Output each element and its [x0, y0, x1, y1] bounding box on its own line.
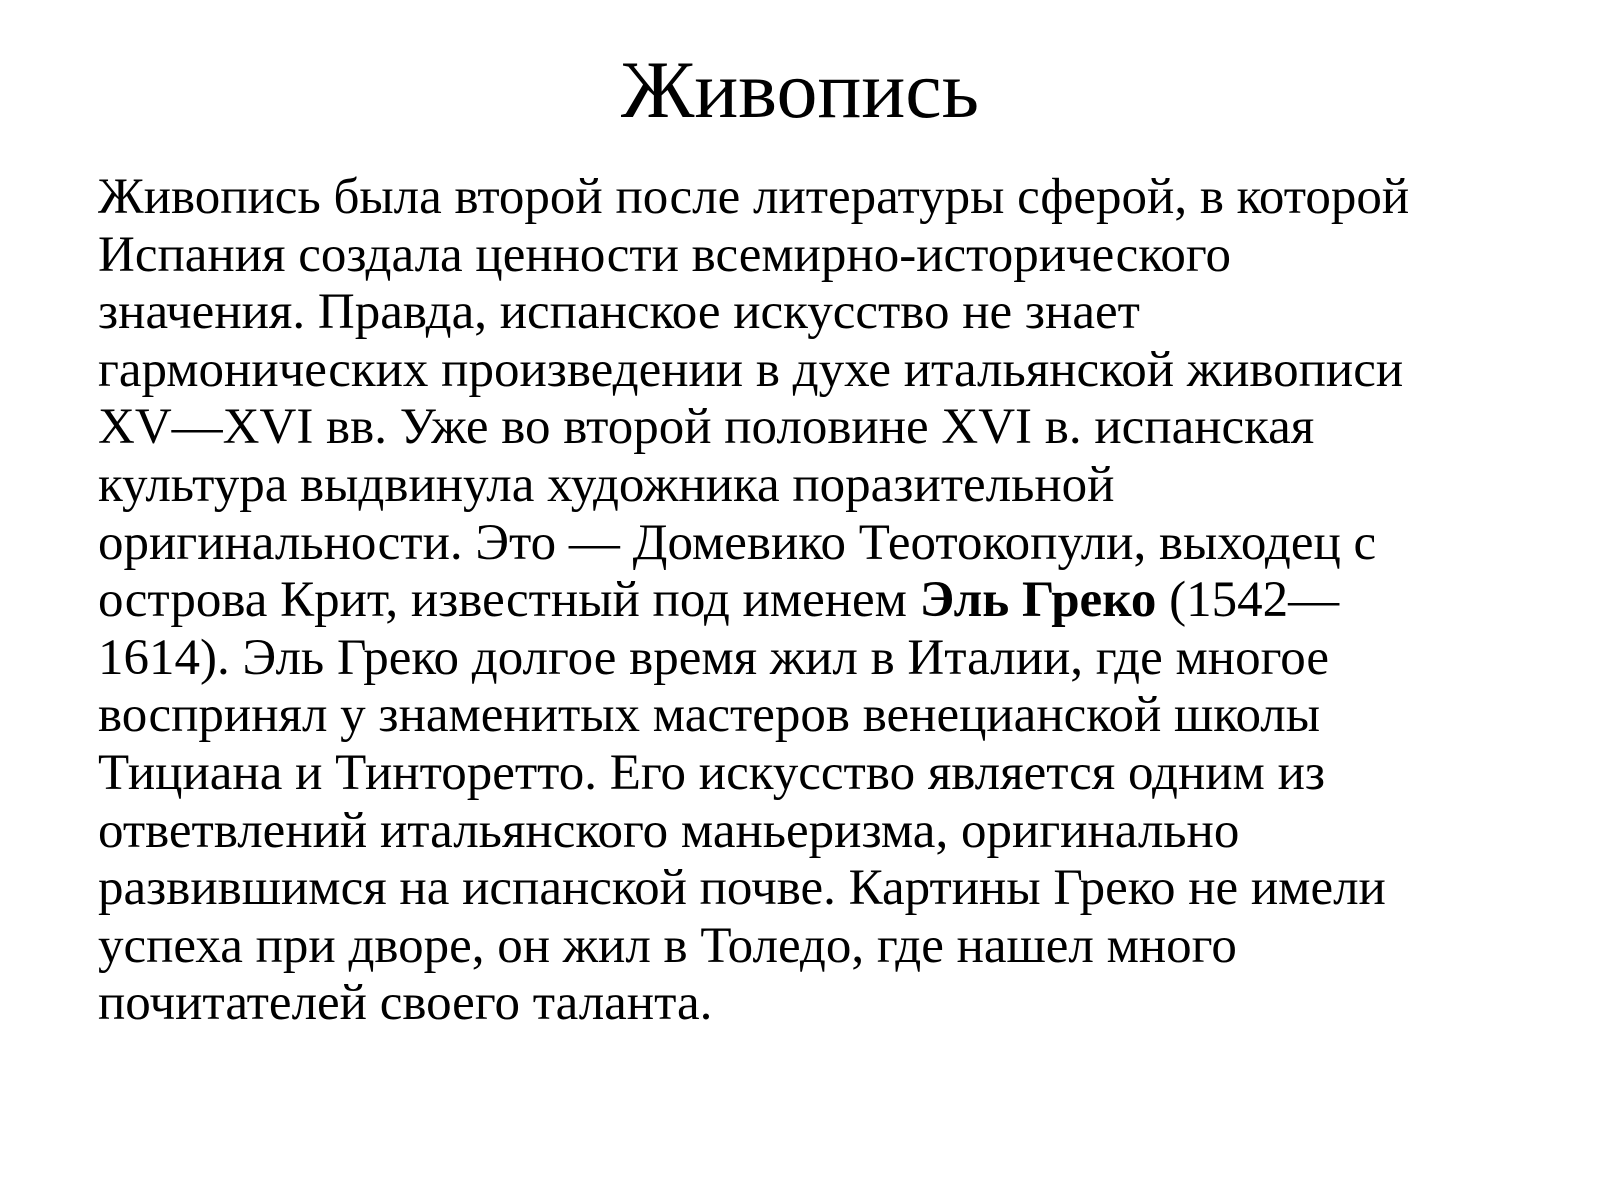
body-text-segment: (1542—	[1156, 572, 1340, 629]
body-line: Живопись была второй после литературы сферой, в которой	[98, 169, 1410, 225]
body-line: гармонических произведении в духе итальянской живописи	[98, 341, 1404, 398]
body-text	[98, 169, 1558, 1033]
body-line: оригинальности. Это — Домевико Теотокопули, выходец с	[98, 514, 1377, 571]
artist-name: Эль Греко	[919, 572, 1157, 629]
body-line: почитателей своего таланта.	[98, 975, 713, 1032]
body-line: Тициана и Тинторетто. Его искусство является одним из	[98, 744, 1326, 801]
body-line-with-name	[98, 572, 1558, 630]
body-line: Испания создала ценности всемирно-исторического	[98, 226, 1232, 283]
body-line: воспринял у знаменитых мастеров венецианской школы	[98, 687, 1320, 744]
body-line: успеха при дворе, он жил в Толедо, где нашел много	[98, 917, 1237, 974]
body-line: значения. Правда, испанское искусство не знает	[98, 284, 1140, 341]
body-line: культура выдвинула художника поразительной	[98, 456, 1115, 513]
body-line: XV—XVI вв. Уже во второй половине XVI в. испанская	[98, 399, 1315, 456]
body-text-segment: острова Крит, известный под именем	[98, 572, 920, 629]
body-line: 1614). Эль Греко долгое время жил в Италии, где многое	[98, 629, 1329, 686]
body-line: ответвлений итальянского маньеризма, оригинально	[98, 802, 1240, 859]
body-line: развившимся на испанской почве. Картины Греко не имели	[98, 860, 1386, 917]
slide-title: Живопись	[620, 44, 980, 135]
